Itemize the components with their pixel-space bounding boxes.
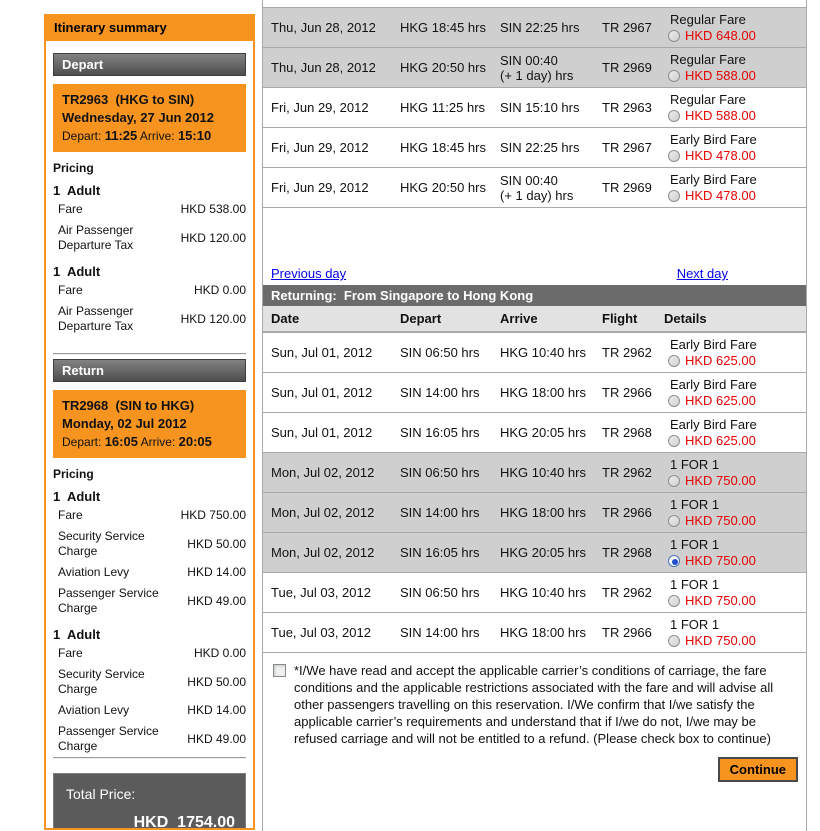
day-navigation <box>263 266 806 285</box>
flight-row <box>263 413 806 453</box>
arrive-time-label: Arrive: <box>139 129 175 143</box>
price-label: Fare <box>58 202 83 216</box>
fare-radio[interactable] <box>668 110 680 122</box>
flight-number-cell: TR 2966 <box>594 373 656 413</box>
flight-arrive-cell <box>492 168 594 208</box>
arrive-time-value: 15:10 <box>177 128 212 143</box>
flight-depart-cell: SIN 16:05 hrs <box>392 413 492 453</box>
column-header-arrive: Arrive <box>500 311 538 326</box>
price-value: HKD 50.00 <box>187 674 246 689</box>
fare-price: HKD 478.00 <box>685 188 756 203</box>
sidebar-divider <box>53 353 246 355</box>
flight-details-cell <box>656 453 806 493</box>
flight-details-cell <box>656 128 806 168</box>
fare-price: HKD 648.00 <box>685 28 756 43</box>
fare-price: HKD 588.00 <box>685 108 756 123</box>
fare-price: HKD 588.00 <box>685 68 756 83</box>
price-label: Security Service Charge <box>58 667 145 696</box>
arrive-time: HKG 18:00 hrs <box>500 625 586 640</box>
column-header-flight: Flight <box>602 311 638 326</box>
price-row <box>53 664 246 700</box>
flight-number-cell: TR 2968 <box>594 533 656 573</box>
flight-arrive-cell <box>492 48 594 88</box>
fare-type-label: 1 FOR 1 <box>670 537 720 552</box>
flight-depart-cell: SIN 14:00 hrs <box>392 373 492 413</box>
passenger-group-header: 1 Adult <box>53 264 101 279</box>
flight-details-cell <box>656 533 806 573</box>
flight-depart-cell: HKG 11:25 hrs <box>392 88 492 128</box>
fare-type-label: Early Bird Fare <box>670 377 757 392</box>
total-price-box <box>53 773 246 828</box>
fare-radio[interactable] <box>668 355 680 367</box>
flight-details-cell <box>656 168 806 208</box>
depart-time-label: Depart: <box>62 129 102 143</box>
flight-arrive-cell <box>492 88 594 128</box>
price-row <box>53 301 246 337</box>
flight-details-cell <box>656 8 806 48</box>
arrive-time: HKG 18:00 hrs <box>500 505 586 520</box>
flight-date-cell: Thu, Jun 28, 2012 <box>263 8 392 48</box>
fare-price: HKD 750.00 <box>685 593 756 608</box>
flight-number-cell: TR 2962 <box>594 333 656 373</box>
top-spacer <box>263 0 806 7</box>
arrive-time: SIN 22:25 hrs <box>500 20 580 35</box>
fare-option <box>668 148 804 163</box>
arrive-time: SIN 00:40 <box>500 172 558 188</box>
fare-option <box>668 473 804 488</box>
flight-number-cell: TR 2963 <box>594 88 656 128</box>
flight-number-cell: TR 2967 <box>594 8 656 48</box>
flight-number-cell: TR 2969 <box>594 48 656 88</box>
price-row <box>53 562 246 583</box>
fare-type-label: Regular Fare <box>670 12 746 27</box>
flight-row <box>263 453 806 493</box>
flight-date-cell: Tue, Jul 03, 2012 <box>263 573 392 613</box>
fare-option <box>668 28 804 43</box>
price-label: Air Passenger Departure Tax <box>58 223 134 252</box>
passenger-group-header: 1 Adult <box>53 627 101 642</box>
flight-row <box>263 373 806 413</box>
fare-price: HKD 750.00 <box>685 633 756 648</box>
fare-option <box>668 108 804 123</box>
flight-arrive-cell <box>492 493 594 533</box>
fare-option <box>668 593 804 608</box>
fare-radio[interactable] <box>668 190 680 202</box>
flight-depart-cell: HKG 20:50 hrs <box>392 48 492 88</box>
returning-section-header: Returning: From Singapore to Hong Kong <box>263 285 806 306</box>
fare-radio[interactable] <box>668 475 680 487</box>
flight-row <box>263 48 806 88</box>
flight-arrive-cell <box>492 613 594 653</box>
fare-type-label: Regular Fare <box>670 92 746 107</box>
price-label: Fare <box>58 283 83 297</box>
fare-option <box>668 353 804 368</box>
flight-details-cell <box>656 573 806 613</box>
price-value: HKD 0.00 <box>193 283 246 297</box>
price-label: Security Service Charge <box>58 529 145 558</box>
depart-flight-date: Wednesday, 27 Jun 2012 <box>62 110 214 125</box>
flight-number-cell: TR 2968 <box>594 413 656 453</box>
arrive-time: HKG 10:40 hrs <box>500 585 586 600</box>
arrive-time-label: Arrive: <box>140 435 176 449</box>
terms-checkbox[interactable] <box>273 664 286 677</box>
flight-date-cell: Tue, Jul 03, 2012 <box>263 613 392 653</box>
price-row <box>53 280 246 301</box>
flight-number-cell: TR 2966 <box>594 613 656 653</box>
flight-details-cell <box>656 413 806 453</box>
return-flight-box <box>53 390 246 458</box>
flight-row <box>263 8 806 48</box>
fare-price: HKD 625.00 <box>685 353 756 368</box>
price-row <box>53 505 246 526</box>
return-section-bar: Return <box>53 359 246 382</box>
column-header-date: Date <box>271 311 300 326</box>
price-value: HKD 14.00 <box>187 565 246 579</box>
flight-date-cell: Sun, Jul 01, 2012 <box>263 413 392 453</box>
flight-row <box>263 493 806 533</box>
fare-type-label: 1 FOR 1 <box>670 457 720 472</box>
price-label: Passenger Service Charge <box>58 586 159 615</box>
fare-radio[interactable] <box>668 635 680 647</box>
depart-time-label: Depart: <box>62 435 102 449</box>
fare-price: HKD 625.00 <box>685 433 756 448</box>
arrive-time: SIN 00:40 <box>500 52 558 68</box>
depart-time-value: 11:25 <box>104 128 138 143</box>
flight-details-cell <box>656 88 806 128</box>
flight-row <box>263 613 806 653</box>
price-label: Aviation Levy <box>58 565 130 579</box>
fare-option <box>668 553 804 568</box>
price-value: HKD 14.00 <box>187 703 246 717</box>
fare-price: HKD 750.00 <box>685 513 756 528</box>
flight-details-cell <box>656 613 806 653</box>
fare-type-label: 1 FOR 1 <box>670 617 720 632</box>
fare-type-label: Regular Fare <box>670 52 746 67</box>
next-day-link[interactable]: Next day <box>676 266 728 281</box>
depart-flight-box <box>53 84 246 152</box>
fare-option <box>668 433 804 448</box>
price-label: Fare <box>58 508 83 522</box>
fare-radio[interactable] <box>668 70 680 82</box>
flight-arrive-cell <box>492 573 594 613</box>
price-value: HKD 0.00 <box>193 646 246 660</box>
depart-pricing-title: Pricing <box>53 161 94 175</box>
flight-arrive-cell <box>492 333 594 373</box>
flight-number-cell: TR 2966 <box>594 493 656 533</box>
flight-date-cell: Mon, Jul 02, 2012 <box>263 493 392 533</box>
flight-details-cell <box>656 48 806 88</box>
flight-depart-cell: HKG 18:45 hrs <box>392 8 492 48</box>
itinerary-summary-title: Itinerary summary <box>46 14 253 41</box>
price-row <box>53 700 246 721</box>
depart-time-value: 16:05 <box>104 434 138 449</box>
previous-day-link[interactable]: Previous day <box>271 266 347 281</box>
arrive-day-note: (+ 1 day) hrs <box>500 67 574 83</box>
flight-date-cell: Fri, Jun 29, 2012 <box>263 168 392 208</box>
return-table-column-headers <box>263 306 806 332</box>
fare-type-label: Early Bird Fare <box>670 417 757 432</box>
price-value: HKD 120.00 <box>180 311 246 326</box>
return-flight-times <box>62 433 237 451</box>
flight-number-cell: TR 2967 <box>594 128 656 168</box>
flight-details-cell <box>656 493 806 533</box>
fare-price: HKD 750.00 <box>685 553 756 568</box>
depart-flight-times <box>62 127 237 145</box>
flight-number-cell: TR 2962 <box>594 573 656 613</box>
flight-depart-cell: SIN 06:50 hrs <box>392 573 492 613</box>
fare-radio[interactable] <box>668 595 680 607</box>
continue-button[interactable]: Continue <box>718 757 798 782</box>
price-value: HKD 120.00 <box>180 230 246 245</box>
flight-depart-cell: HKG 18:45 hrs <box>392 128 492 168</box>
flight-arrive-cell <box>492 8 594 48</box>
column-header-depart: Depart <box>400 311 442 326</box>
arrive-time: SIN 22:25 hrs <box>500 140 580 155</box>
flight-arrive-cell <box>492 373 594 413</box>
price-label: Fare <box>58 646 83 660</box>
flight-selection-panel <box>262 0 807 831</box>
price-row <box>53 220 246 256</box>
flight-date-cell: Fri, Jun 29, 2012 <box>263 128 392 168</box>
flight-date-cell: Thu, Jun 28, 2012 <box>263 48 392 88</box>
depart-section-bar: Depart <box>53 53 246 76</box>
flight-date-cell: Sun, Jul 01, 2012 <box>263 373 392 413</box>
flight-depart-cell: SIN 06:50 hrs <box>392 333 492 373</box>
total-price-value: HKD 1754.00 <box>133 814 235 828</box>
price-row <box>53 583 246 619</box>
price-row <box>53 526 246 562</box>
fare-radio[interactable] <box>668 150 680 162</box>
return-flight-number: TR2968 (SIN to HKG) <box>62 398 195 413</box>
flight-depart-cell: SIN 14:00 hrs <box>392 493 492 533</box>
flight-row <box>263 128 806 168</box>
fare-type-label: Early Bird Fare <box>670 337 757 352</box>
fare-option <box>668 188 804 203</box>
flight-depart-cell: HKG 20:50 hrs <box>392 168 492 208</box>
flight-details-cell <box>656 333 806 373</box>
price-row <box>53 643 246 664</box>
flight-date-cell: Mon, Jul 02, 2012 <box>263 533 392 573</box>
price-label: Passenger Service Charge <box>58 724 159 753</box>
arrive-time: HKG 18:00 hrs <box>500 385 586 400</box>
price-row <box>53 721 246 757</box>
fare-option <box>668 633 804 648</box>
itinerary-summary-content <box>46 41 253 828</box>
fare-radio[interactable] <box>668 555 680 567</box>
flight-depart-cell: SIN 16:05 hrs <box>392 533 492 573</box>
fare-type-label: 1 FOR 1 <box>670 497 720 512</box>
fare-option <box>668 393 804 408</box>
flight-row <box>263 168 806 208</box>
total-price-label: Total Price: <box>66 786 136 802</box>
price-label: Aviation Levy <box>58 703 130 717</box>
passenger-group-header: 1 Adult <box>53 183 101 198</box>
return-pricing-title: Pricing <box>53 467 94 481</box>
fare-radio[interactable] <box>668 30 680 42</box>
fare-type-label: 1 FOR 1 <box>670 577 720 592</box>
price-value: HKD 50.00 <box>187 536 246 551</box>
arrive-time-value: 20:05 <box>178 434 212 449</box>
depart-pricing-list <box>53 175 246 337</box>
price-row <box>53 199 246 220</box>
depart-flight-number: TR2963 (HKG to SIN) <box>62 92 195 107</box>
fare-radio[interactable] <box>668 395 680 407</box>
flight-row <box>263 573 806 613</box>
flight-depart-cell: SIN 06:50 hrs <box>392 453 492 493</box>
fare-option <box>668 68 804 83</box>
price-value: HKD 538.00 <box>180 202 246 216</box>
column-header-details: Details <box>664 311 707 326</box>
price-value: HKD 49.00 <box>187 731 246 746</box>
return-flight-date: Monday, 02 Jul 2012 <box>62 416 187 431</box>
price-label: Air Passenger Departure Tax <box>58 304 134 333</box>
fare-price: HKD 625.00 <box>685 393 756 408</box>
fare-radio[interactable] <box>668 515 680 527</box>
passenger-group-header: 1 Adult <box>53 489 101 504</box>
flight-details-cell <box>656 373 806 413</box>
arrive-time: SIN 15:10 hrs <box>500 100 580 115</box>
continue-row <box>263 747 806 782</box>
fare-type-label: Early Bird Fare <box>670 172 757 187</box>
fare-type-label: Early Bird Fare <box>670 132 757 147</box>
flight-number-cell: TR 2969 <box>594 168 656 208</box>
flight-date-cell: Mon, Jul 02, 2012 <box>263 453 392 493</box>
terms-text: *I/We have read and accept the applicable carrier’s conditions of carriage, the fare conditions and the applicable restrictions associated with the fare and will advise all other passengers travelling on this reservation. I/We confirm that I/we satisfy the applicable carrier’s requirements and understand that if I/we do not, I/we may be refused carriage and will not be entitled to a refund. (Please check box to continue) <box>294 663 774 746</box>
fare-radio[interactable] <box>668 435 680 447</box>
flight-arrive-cell <box>492 533 594 573</box>
price-value: HKD 49.00 <box>187 593 246 608</box>
price-value: HKD 750.00 <box>180 508 246 522</box>
return-pricing-list <box>53 481 246 757</box>
flight-row <box>263 533 806 573</box>
fare-price: HKD 478.00 <box>685 148 756 163</box>
fare-option <box>668 513 804 528</box>
flight-row <box>263 88 806 128</box>
flight-arrive-cell <box>492 453 594 493</box>
arrive-time: HKG 20:05 hrs <box>500 425 586 440</box>
fare-price: HKD 750.00 <box>685 473 756 488</box>
terms-block <box>263 653 806 747</box>
flight-date-cell: Fri, Jun 29, 2012 <box>263 88 392 128</box>
departing-flights-table <box>263 7 806 208</box>
flight-number-cell: TR 2962 <box>594 453 656 493</box>
itinerary-summary-panel <box>44 14 255 830</box>
sidebar-divider <box>53 757 246 759</box>
arrive-time: HKG 20:05 hrs <box>500 545 586 560</box>
flight-depart-cell: SIN 14:00 hrs <box>392 613 492 653</box>
flight-arrive-cell <box>492 413 594 453</box>
flight-row <box>263 333 806 373</box>
arrive-time: HKG 10:40 hrs <box>500 465 586 480</box>
flight-arrive-cell <box>492 128 594 168</box>
arrive-time: HKG 10:40 hrs <box>500 345 586 360</box>
flight-date-cell: Sun, Jul 01, 2012 <box>263 333 392 373</box>
arrive-day-note: (+ 1 day) hrs <box>500 187 574 203</box>
returning-flights-table <box>263 332 806 653</box>
